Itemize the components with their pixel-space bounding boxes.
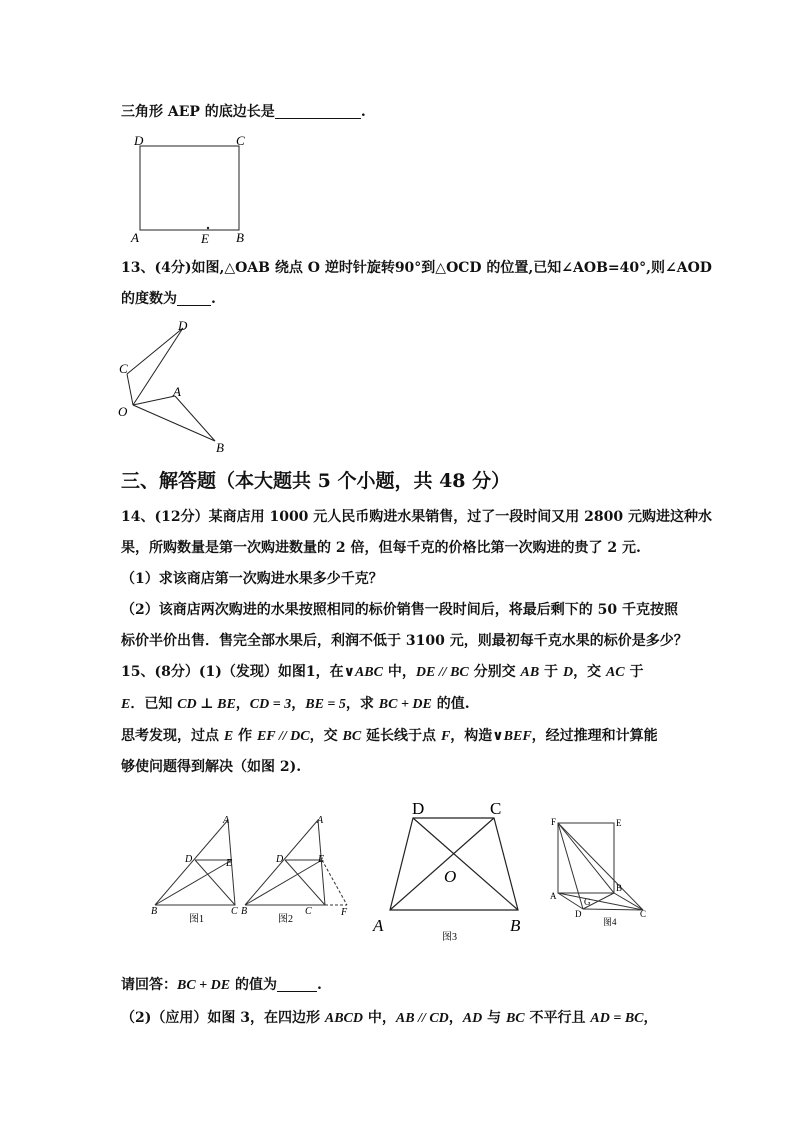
figure-caption: 图1: [189, 914, 204, 925]
label-a: A: [550, 891, 557, 901]
q14-line-2: 果，所购数量是第一次购进数量的 2 倍，但每千克的价格比第一次购进的贵了 2 元.: [121, 540, 641, 556]
label-o: O: [118, 404, 128, 419]
label-c: C: [305, 906, 312, 917]
label-b: B: [241, 906, 248, 917]
figure-rotation-oab-ocd: [115, 316, 235, 456]
figure-3: [370, 792, 530, 942]
label-c: C: [119, 361, 128, 376]
label-b: B: [510, 916, 521, 935]
label-c: C: [231, 906, 238, 917]
label-e: E: [318, 854, 325, 865]
label-a: A: [223, 815, 230, 826]
q15-line-3: 思考发现，过点 E 作 EF // DC，交 BC 延长线于点 F，构造∨BEF，经过推理和计算能: [121, 728, 658, 744]
label-c: C: [236, 133, 245, 148]
answer-blank[interactable]: [177, 291, 211, 306]
q14-sub-2b: 标价半价出售．售完全部水果后，利润不低于 3100 元，则最初每千克水果的标价是多少？: [121, 633, 688, 649]
label-f: F: [551, 817, 557, 827]
label-b: B: [151, 906, 158, 917]
q14-line-1: 14、(12分）某商店用 1000 元人民币购进水果销售，过了一段时间又用 2800 元购进这种水: [121, 509, 713, 525]
label-e: E: [201, 231, 209, 246]
q13-line-2: 的度数为 .: [121, 291, 216, 307]
label-a: A: [131, 230, 139, 245]
label-d: D: [185, 854, 193, 865]
label-b: B: [236, 230, 244, 245]
label-c: C: [640, 909, 647, 919]
q14-sub-1: （1）求该商店第一次购进水果多少千克？: [121, 571, 383, 587]
label-d: D: [412, 799, 425, 818]
question-text: 三角形 AEP 的底边长是: [121, 104, 275, 120]
label-g: G: [584, 897, 591, 907]
figure-4: [543, 813, 663, 933]
label-d: D: [134, 133, 144, 148]
figure-1: [145, 810, 248, 928]
label-b: B: [616, 883, 623, 893]
figure-caption: 图3: [442, 932, 457, 943]
figure-2: [235, 810, 360, 928]
label-a: A: [317, 815, 324, 826]
figure-caption: 图4: [603, 917, 617, 927]
q13-line-1: 13、(4分)如图,△OAB 绕点 O 逆时针旋转90°到△OCD 的位置,已知∠AOB=40°,则∠AOD: [121, 260, 712, 276]
answer-blank[interactable]: [277, 977, 317, 992]
q15-line-1: 15、(8分）(1)（发现）如图1，在∨ABC 中，DE // BC 分别交 AB 于 D，交 AC 于: [121, 664, 644, 680]
figure-rectangle-abcd: [128, 130, 258, 248]
label-d: D: [276, 854, 284, 865]
figure-caption: 图2: [278, 914, 293, 925]
label-d: D: [178, 318, 188, 333]
label-c: C: [490, 799, 502, 818]
answer-blank[interactable]: [275, 104, 361, 119]
label-a: A: [173, 384, 181, 399]
label-o: O: [444, 867, 457, 886]
q15-line-2: E．已知 CD ⊥ BE，CD = 3，BE = 5，求 BC + DE 的值.: [121, 696, 470, 712]
q15-line-4: 够使问题得到解决（如图 2).: [121, 759, 302, 775]
section-heading: 三、解答题（本大题共 5 个小题，共 48 分）: [121, 470, 511, 492]
fill-in-line-aep: 三角形 AEP 的底边长是 .: [121, 104, 366, 120]
label-b: B: [216, 440, 224, 455]
q15-answer-line: 请回答：BC + DE 的值为 .: [121, 977, 322, 993]
q14-sub-2a: （2）该商店两次购进的水果按照相同的标价销售一段时间后，将最后剩下的 50 千克按照: [121, 602, 678, 618]
q15-part-2-line: （2)（应用）如图 3，在四边形 ABCD 中，AB // CD，AD 与 BC 不平行且 AD = BC，: [121, 1010, 658, 1026]
label-f: F: [341, 907, 348, 918]
label-a: A: [373, 916, 384, 935]
label-e: E: [226, 858, 233, 869]
label-e: E: [616, 818, 622, 828]
label-d: D: [575, 909, 582, 919]
